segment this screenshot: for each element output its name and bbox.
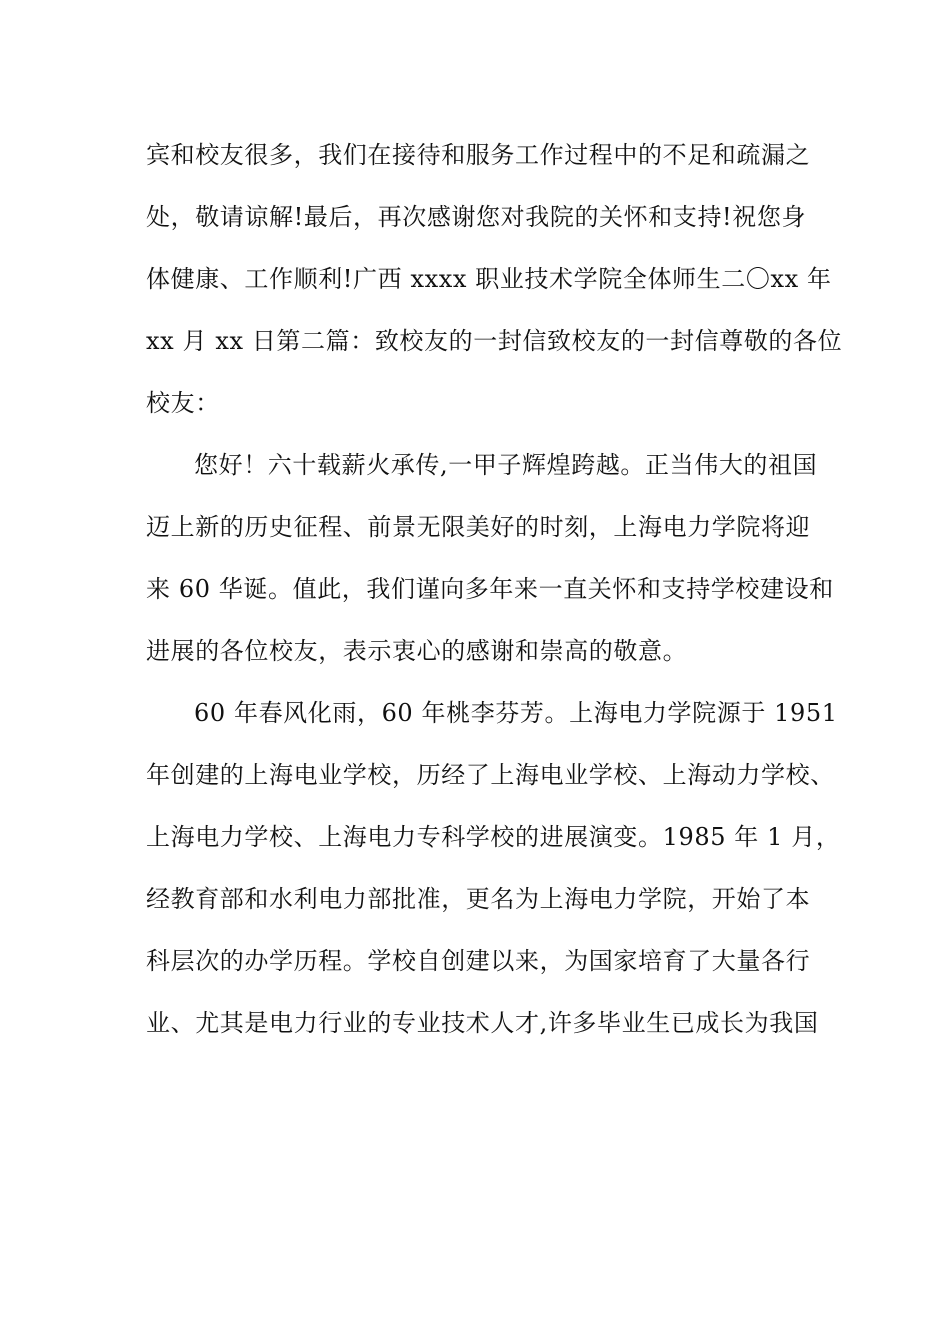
text-line: 上海电力学校、上海电力专科学校的进展演变。1985 年 1 月，	[146, 823, 841, 851]
text-line: 体健康、工作顺利!广西 xxxx 职业技术学院全体师生二〇xx 年	[146, 265, 832, 293]
paragraph-start-line: 60 年春风化雨，60 年桃李芬芳。上海电力学院源于 1951	[194, 699, 838, 727]
text-line: 进展的各位校友，表示衷心的感谢和崇高的敬意。	[146, 637, 688, 665]
paragraph-start-line: 您好！六十载薪火承传,一甲子辉煌跨越。正当伟大的祖国	[194, 451, 818, 479]
document-body	[146, 124, 843, 1054]
text-line: 宾和校友很多，我们在接待和服务工作过程中的不足和疏漏之	[146, 141, 811, 169]
text-line: 处，敬请谅解!最后，再次感谢您对我院的关怀和支持!祝您身	[146, 203, 807, 231]
text-line: 业、尤其是电力行业的专业技术人才,许多毕业生已成长为我国	[146, 1009, 819, 1037]
text-line: 校友：	[146, 389, 220, 417]
text-line: 迈上新的历史征程、前景无限美好的时刻，上海电力学院将迎	[146, 513, 811, 541]
text-line: 来 60 华诞。值此，我们谨向多年来一直关怀和支持学校建设和	[146, 575, 834, 603]
text-line: 经教育部和水利电力部批准，更名为上海电力学院，开始了本	[146, 885, 811, 913]
text-line: xx 月 xx 日第二篇：致校友的一封信致校友的一封信尊敬的各位	[146, 327, 843, 355]
text-line: 年创建的上海电业学校，历经了上海电业学校、上海动力学校、	[146, 761, 835, 789]
text-line: 科层次的办学历程。学校自创建以来，为国家培育了大量各行	[146, 947, 811, 975]
